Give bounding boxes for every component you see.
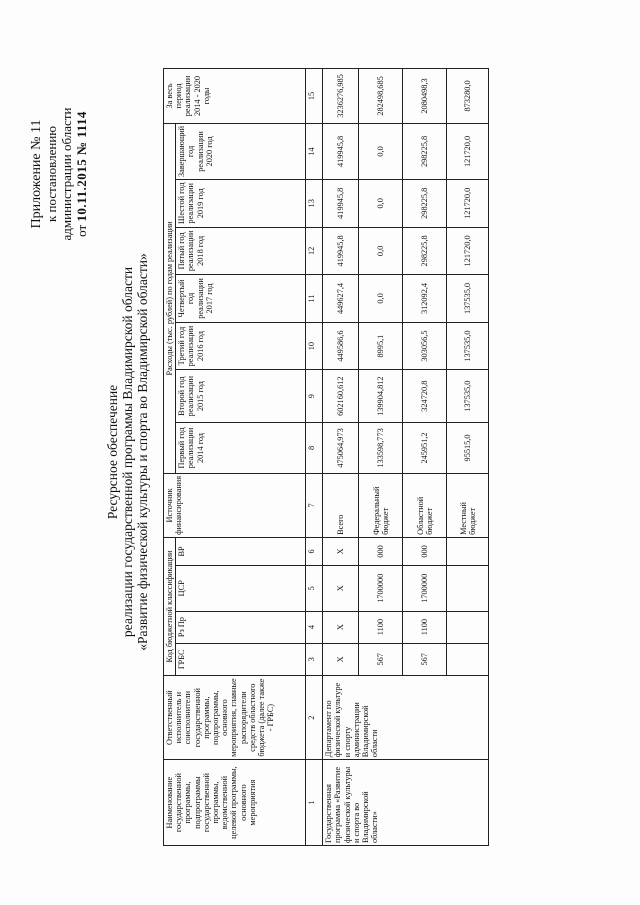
column-number: 1 [306, 760, 323, 846]
header-vr: ВР [176, 537, 306, 565]
rzpr-cell: 1100 [403, 611, 447, 643]
column-number: 4 [306, 611, 323, 643]
header-year-7: Завершающий год реализации 2020 год [176, 123, 306, 179]
column-number: 15 [306, 69, 323, 124]
value-cell: 8995,1 [359, 322, 403, 370]
header-csr: ЦСР [176, 565, 306, 611]
program-name-cell: Государственная программа «Развитие физической культуры и спорта во Владимирской области» [323, 760, 489, 846]
vr-cell: 000 [403, 537, 447, 565]
header-name: Наименование государственной программы, подпрограммы государственной программы, ведомственной целевой программы, основного мероприятия [164, 760, 306, 846]
grbs-cell: 567 [359, 643, 403, 675]
value-cell: 0,0 [359, 275, 403, 323]
value-cell: 303056,5 [403, 322, 447, 370]
value-cell: 449586,6 [323, 322, 359, 370]
value-cell: 312092,4 [403, 275, 447, 323]
value-cell: 475064,973 [323, 422, 359, 473]
header-year-4: Четвертый год реализации 2017 год [176, 275, 306, 323]
header-budget-code: Код бюджетной классификации [164, 537, 176, 675]
value-cell: 0,0 [359, 123, 403, 179]
value-cell: 298225,8 [403, 123, 447, 179]
appendix-label: Приложение № 11 [29, 119, 44, 229]
table-row [323, 69, 359, 846]
vr-cell [447, 537, 489, 565]
value-cell: 133598,773 [359, 422, 403, 473]
value-cell: 245951,2 [403, 422, 447, 473]
source-cell: Областной бюджет [403, 473, 447, 537]
source-cell: Всего [323, 473, 359, 537]
document-date: 10.11.2015 № 1114 [74, 111, 89, 222]
value-cell: 873280,0 [447, 69, 489, 124]
vr-cell: 000 [359, 537, 403, 565]
title-line-1: Ресурсное обеспечение [105, 384, 120, 520]
value-cell: 298225,8 [403, 179, 447, 227]
header-source: Источник финансирования [164, 473, 306, 537]
value-cell: 121720,0 [447, 123, 489, 179]
rzpr-cell: Х [323, 611, 359, 643]
value-cell: 139904,812 [359, 370, 403, 423]
vr-cell: Х [323, 537, 359, 565]
value-cell: 137535,0 [447, 275, 489, 323]
title-line-3: «Развитие физической культуры и спорта во Владимирской области» [135, 253, 150, 651]
column-number: 8 [306, 422, 323, 473]
grbs-cell: Х [323, 643, 359, 675]
document-title [105, 52, 150, 852]
header-line-3: администрации области [59, 107, 74, 241]
column-number: 9 [306, 370, 323, 423]
rotated-content [25, 52, 615, 852]
executor-cell: Департамент по физической культуре и спорту администрации Владимирской области [323, 676, 489, 760]
header-line-2: к постановлению [44, 125, 59, 223]
header-block [29, 64, 89, 284]
header-executor: Ответственный исполнитель и соисполнители государственной программы, подпрограммы, основного мероприятия, главные распорядители средств областного бюджета (далее также - ГРБС) [164, 676, 306, 760]
header-total: За весь период реализации 2014 - 2020 годы [164, 69, 306, 124]
column-number: 10 [306, 322, 323, 370]
header-date-line [74, 64, 89, 284]
header-rzpr: Рз Пр [176, 611, 306, 643]
value-cell: 419945,8 [323, 179, 359, 227]
header-year-1: Первый год реализации 2014 год [176, 422, 306, 473]
value-cell: 324720,8 [403, 370, 447, 423]
header-grbs: ГРБС [176, 643, 306, 675]
grbs-cell: 567 [403, 643, 447, 675]
column-number: 2 [306, 676, 323, 760]
header-year-2: Второй год реализации 2015 год [176, 370, 306, 423]
source-cell: Местный бюджет [447, 473, 489, 537]
value-cell: 137535,0 [447, 322, 489, 370]
column-number: 6 [306, 537, 323, 565]
date-prefix: от [74, 224, 89, 237]
header-year-6: Шестой год реализации 2019 год [176, 179, 306, 227]
value-cell: 298225,8 [403, 227, 447, 275]
header-year-5: Пятый год реализации 2018 год [176, 227, 306, 275]
column-number: 12 [306, 227, 323, 275]
resource-table [163, 68, 489, 846]
value-cell: 0,0 [359, 179, 403, 227]
value-cell: 449627,4 [323, 275, 359, 323]
source-cell: Федеральный бюджет [359, 473, 403, 537]
csr-cell [447, 565, 489, 611]
csr-cell: Х [323, 565, 359, 611]
value-cell: 3236276,985 [323, 69, 359, 124]
value-cell: 419945,8 [323, 227, 359, 275]
column-number: 14 [306, 123, 323, 179]
value-cell: 0,0 [359, 227, 403, 275]
value-cell: 602160,612 [323, 370, 359, 423]
value-cell: 95515,0 [447, 422, 489, 473]
value-cell: 121720,0 [447, 227, 489, 275]
value-cell: 137535,0 [447, 370, 489, 423]
title-line-2: реализации государственной программы Владимирской области [120, 266, 135, 638]
value-cell: 419945,8 [323, 123, 359, 179]
value-cell: 121720,0 [447, 179, 489, 227]
column-number: 3 [306, 643, 323, 675]
header-expenses: Расходы (тыс. рублей) по годам реализации [164, 123, 176, 473]
header-year-3: Третий год реализации 2016 год [176, 322, 306, 370]
rzpr-cell [447, 611, 489, 643]
value-cell: 282498,685 [359, 69, 403, 124]
column-number: 5 [306, 565, 323, 611]
grbs-cell [447, 643, 489, 675]
rzpr-cell: 1100 [359, 611, 403, 643]
value-cell: 2080498,3 [403, 69, 447, 124]
column-number: 11 [306, 275, 323, 323]
column-number: 7 [306, 473, 323, 537]
csr-cell: 1700000 [359, 565, 403, 611]
csr-cell: 1700000 [403, 565, 447, 611]
column-number: 13 [306, 179, 323, 227]
column-numbers-row [306, 69, 323, 846]
